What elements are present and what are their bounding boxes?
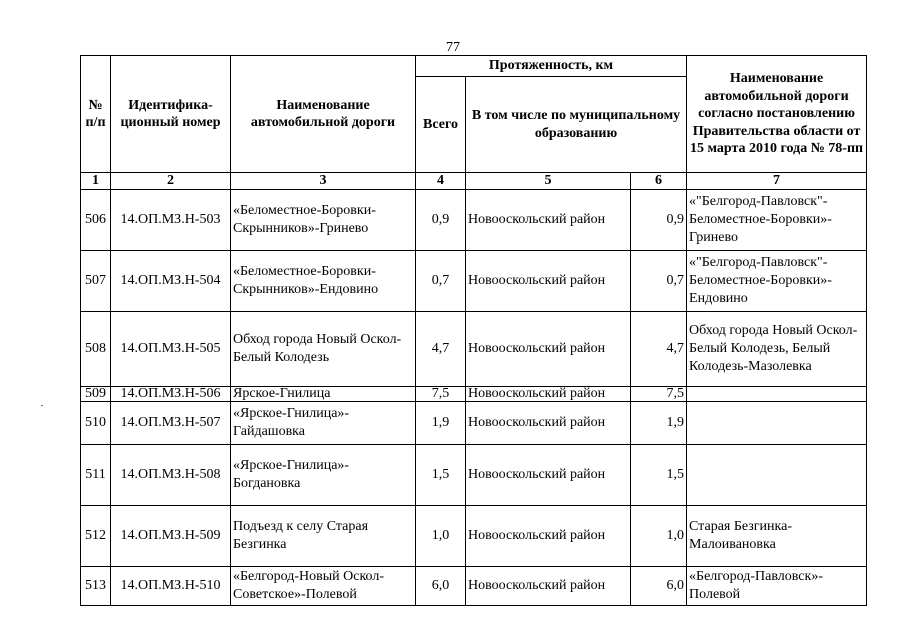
row-number: 510 <box>81 402 111 445</box>
row-total: 1,5 <box>416 445 466 506</box>
row-number: 513 <box>81 567 111 606</box>
row-road-name: «Ярское-Гнилица»-Богдановка <box>231 445 416 506</box>
row-total: 7,5 <box>416 387 466 402</box>
header-road-name: Наименование автомобильной дороги <box>231 56 416 173</box>
table-row <box>81 251 867 312</box>
column-number: 1 <box>81 173 111 190</box>
table-row <box>81 190 867 251</box>
row-id: 14.ОП.МЗ.Н-509 <box>111 506 231 567</box>
header-resolution-name: Наименование автомобильной дороги согласно постановлению Правительства области от 15 марта 2010 года № 78-пп <box>687 56 867 173</box>
row-district-length: 4,7 <box>631 312 687 387</box>
table-row <box>81 567 867 606</box>
row-number: 507 <box>81 251 111 312</box>
column-number: 7 <box>687 173 867 190</box>
column-number: 3 <box>231 173 416 190</box>
row-district-length: 6,0 <box>631 567 687 606</box>
row-number: 512 <box>81 506 111 567</box>
column-number: 5 <box>466 173 631 190</box>
roads-table <box>80 55 867 606</box>
table-row <box>81 312 867 387</box>
table-row <box>81 445 867 506</box>
row-road-name: «Ярское-Гнилица»-Гайдашовка <box>231 402 416 445</box>
row-total: 1,9 <box>416 402 466 445</box>
row-id: 14.ОП.МЗ.Н-508 <box>111 445 231 506</box>
row-road-name: Обход города Новый Оскол-Белый Колодезь <box>231 312 416 387</box>
row-road-name: Ярское-Гнилица <box>231 387 416 402</box>
row-district-length: 1,0 <box>631 506 687 567</box>
row-road-name: «Беломестное-Боровки-Скрынников»-Ендовино <box>231 251 416 312</box>
header-total: Всего <box>416 77 466 173</box>
row-district: Новооскольский район <box>466 190 631 251</box>
row-total: 6,0 <box>416 567 466 606</box>
table-row <box>81 387 867 402</box>
row-id: 14.ОП.МЗ.Н-504 <box>111 251 231 312</box>
row-road-name: «Белгород-Новый Оскол-Советское»-Полевой <box>231 567 416 606</box>
row-district: Новооскольский район <box>466 312 631 387</box>
row-resolution-name: «"Белгород-Павловск"-Беломестное-Боровки»-Гринево <box>687 190 867 251</box>
column-number: 6 <box>631 173 687 190</box>
row-total: 4,7 <box>416 312 466 387</box>
column-number: 4 <box>416 173 466 190</box>
row-district-length: 1,5 <box>631 445 687 506</box>
row-district: Новооскольский район <box>466 387 631 402</box>
row-district: Новооскольский район <box>466 445 631 506</box>
page-number: 77 <box>446 40 460 55</box>
row-total: 0,9 <box>416 190 466 251</box>
row-road-name: «Беломестное-Боровки-Скрынников»-Гринево <box>231 190 416 251</box>
row-number: 506 <box>81 190 111 251</box>
row-district: Новооскольский район <box>466 506 631 567</box>
row-resolution-name <box>687 387 867 402</box>
row-id: 14.ОП.МЗ.Н-510 <box>111 567 231 606</box>
row-resolution-name <box>687 402 867 445</box>
row-total: 1,0 <box>416 506 466 567</box>
row-number: 509 <box>81 387 111 402</box>
table-row <box>81 506 867 567</box>
header-num: № п/п <box>81 56 111 173</box>
scan-speck <box>41 405 43 406</box>
row-district-length: 0,7 <box>631 251 687 312</box>
row-resolution-name: Обход города Новый Оскол-Белый Колодезь, Белый Колодезь-Мазолевка <box>687 312 867 387</box>
row-id: 14.ОП.МЗ.Н-506 <box>111 387 231 402</box>
column-number: 2 <box>111 173 231 190</box>
row-district-length: 7,5 <box>631 387 687 402</box>
row-district: Новооскольский район <box>466 567 631 606</box>
row-district: Новооскольский район <box>466 251 631 312</box>
row-id: 14.ОП.МЗ.Н-503 <box>111 190 231 251</box>
row-resolution-name: Старая Безгинка-Малоивановка <box>687 506 867 567</box>
row-district-length: 0,9 <box>631 190 687 251</box>
row-resolution-name: «Белгород-Павловск»-Полевой <box>687 567 867 606</box>
row-id: 14.ОП.МЗ.Н-505 <box>111 312 231 387</box>
row-resolution-name: «"Белгород-Павловск"-Беломестное-Боровки»-Ендовино <box>687 251 867 312</box>
header-id: Идентифика-ционный номер <box>111 56 231 173</box>
header-municipal: В том числе по муниципальному образованию <box>466 77 687 173</box>
header-length-group: Протяженность, км <box>416 56 687 77</box>
row-district-length: 1,9 <box>631 402 687 445</box>
row-number: 511 <box>81 445 111 506</box>
row-road-name: Подъезд к селу Старая Безгинка <box>231 506 416 567</box>
row-total: 0,7 <box>416 251 466 312</box>
column-numbers-row <box>81 173 867 190</box>
row-district: Новооскольский район <box>466 402 631 445</box>
header-row-1 <box>81 56 867 77</box>
row-id: 14.ОП.МЗ.Н-507 <box>111 402 231 445</box>
table-row <box>81 402 867 445</box>
row-number: 508 <box>81 312 111 387</box>
row-resolution-name <box>687 445 867 506</box>
